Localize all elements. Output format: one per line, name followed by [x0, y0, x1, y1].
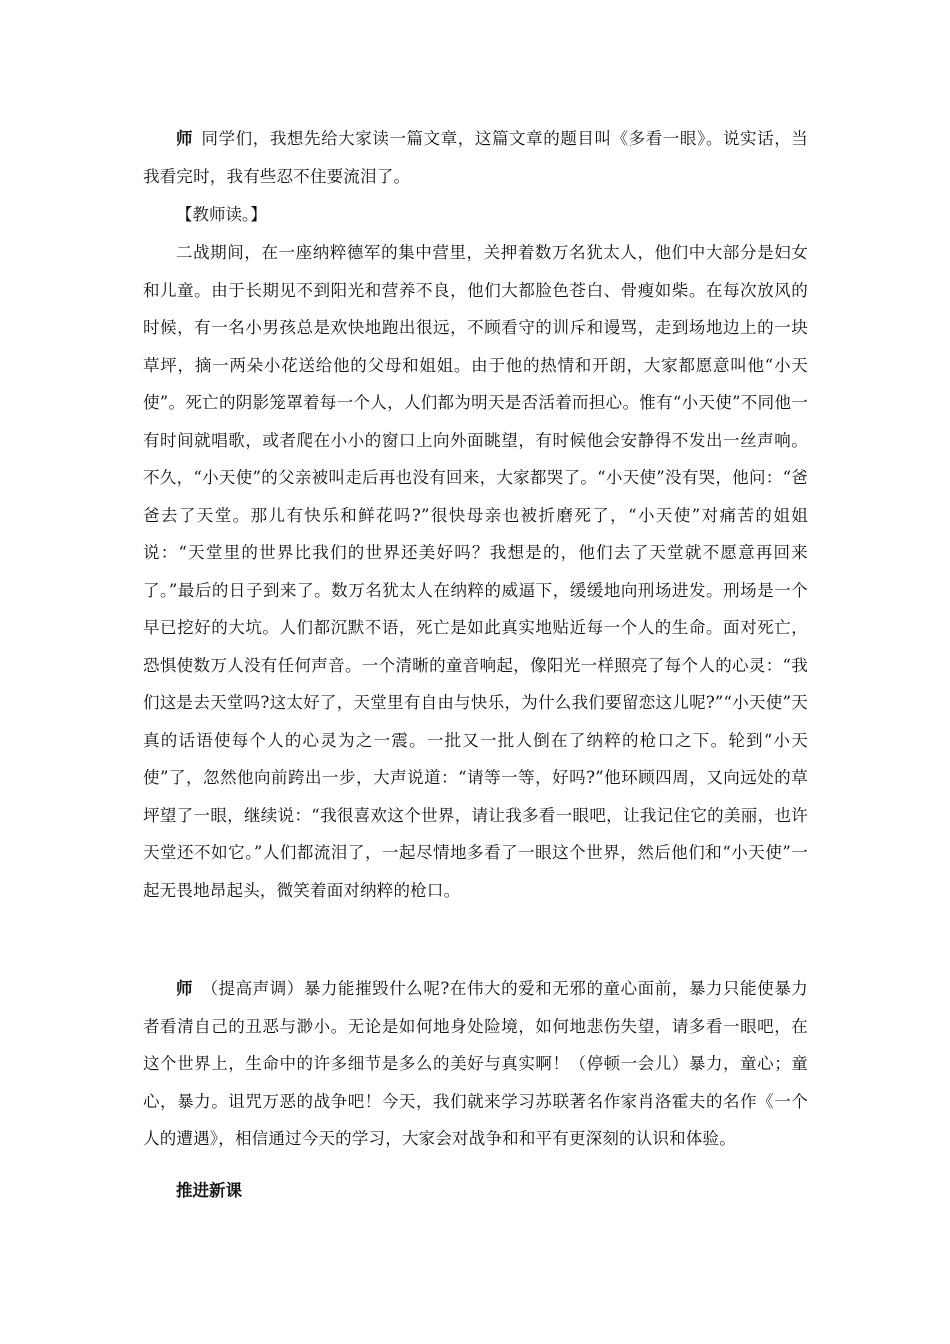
- stage-direction: 【教师读。】: [176, 205, 267, 224]
- speaker-label: 师: [176, 979, 194, 998]
- intro-text: 同学们，我想先给大家读一篇文章，这篇文章的题目叫《多看一眼》。说实话，当我看完时，我有些忍不住要流泪了。: [143, 129, 808, 186]
- commentary-text: （提高声调）暴力能摧毁什么呢?在伟大的爱和无邪的童心面前，暴力只能使暴力者看清自己的丑恶与渺小。无论是如何地身处险境，如何地悲伤失望，请多看一眼吧，在这个世界上，生命中的许多细节是多么的美好与真实啊！（停顿一会儿）暴力，童心；童心，暴力。诅咒万恶的战争吧！今天，我们就来学习苏联著名作家肖洛霍夫的名作《一个人的遭遇》，相信通过今天的学习，大家会对战争和和平有更深刻的认识和体验。: [143, 979, 809, 1148]
- intro-paragraph: [143, 120, 808, 195]
- commentary-paragraph: [143, 970, 808, 1158]
- section-heading: 推进新课: [176, 1181, 242, 1200]
- story-paragraph: 二战期间，在一座纳粹德军的集中营里，关押着数万名犹太人，他们中大部分是妇女和儿童。由于长期见不到阳光和营养不良，他们大都脸色苍白、骨瘦如柴。在每次放风的时候，有一名小男孩总是欢快地跑出很远，不顾看守的训斥和谩骂，走到场地边上的一块草坪，摘一两朵小花送给他的父母和姐姐。由于他的热情和开朗，大家都愿意叫他“小天使”。死亡的阴影笼罩着每一个人，人们都为明天是否活着而担心。惟有“小天使”不同他一有时间就唱歌，或者爬在小小的窗口上向外面眺望，有时候他会安静得不发出一丝声响。不久，“小天使”的父亲被叫走后再也没有回来，大家都哭了。“小天使”没有哭，他问：“爸爸去了天堂。那儿有快乐和鲜花吗?”很快母亲也被折磨死了，“小天使”对痛苦的姐姐说：“天堂里的世界比我们的世界还美好吗？我想是的，他们去了天堂就不愿意再回来了。”最后的日子到来了。数万名犹太人在纳粹的威逼下，缓缓地向刑场进发。刑场是一个早已挖好的大坑。人们都沉默不语，死亡是如此真实地贴近每一个人的生命。面对死亡，恐惧使数万人没有任何声音。一个清晰的童音响起，像阳光一样照亮了每个人的心灵：“我们这是去天堂吗?这太好了，天堂里有自由与快乐，为什么我们要留恋这儿呢?”“小天使”天真的话语使每个人的心灵为之一震。一批又一批人倒在了纳粹的枪口之下。轮到“小天使”了，忽然他向前跨出一步，大声说道：“请等一等，好吗?”他环顾四周，又向远处的草坪望了一眼，继续说：“我很喜欢这个世界，请让我多看一眼吧，让我记住它的美丽，也许天堂还不如它。”人们都流泪了，一起尽情地多看了一眼这个世界，然后他们和“小天使”一起无畏地昂起头，微笑着面对纳粹的枪口。: [143, 243, 808, 900]
- speaker-label: 师: [176, 129, 194, 148]
